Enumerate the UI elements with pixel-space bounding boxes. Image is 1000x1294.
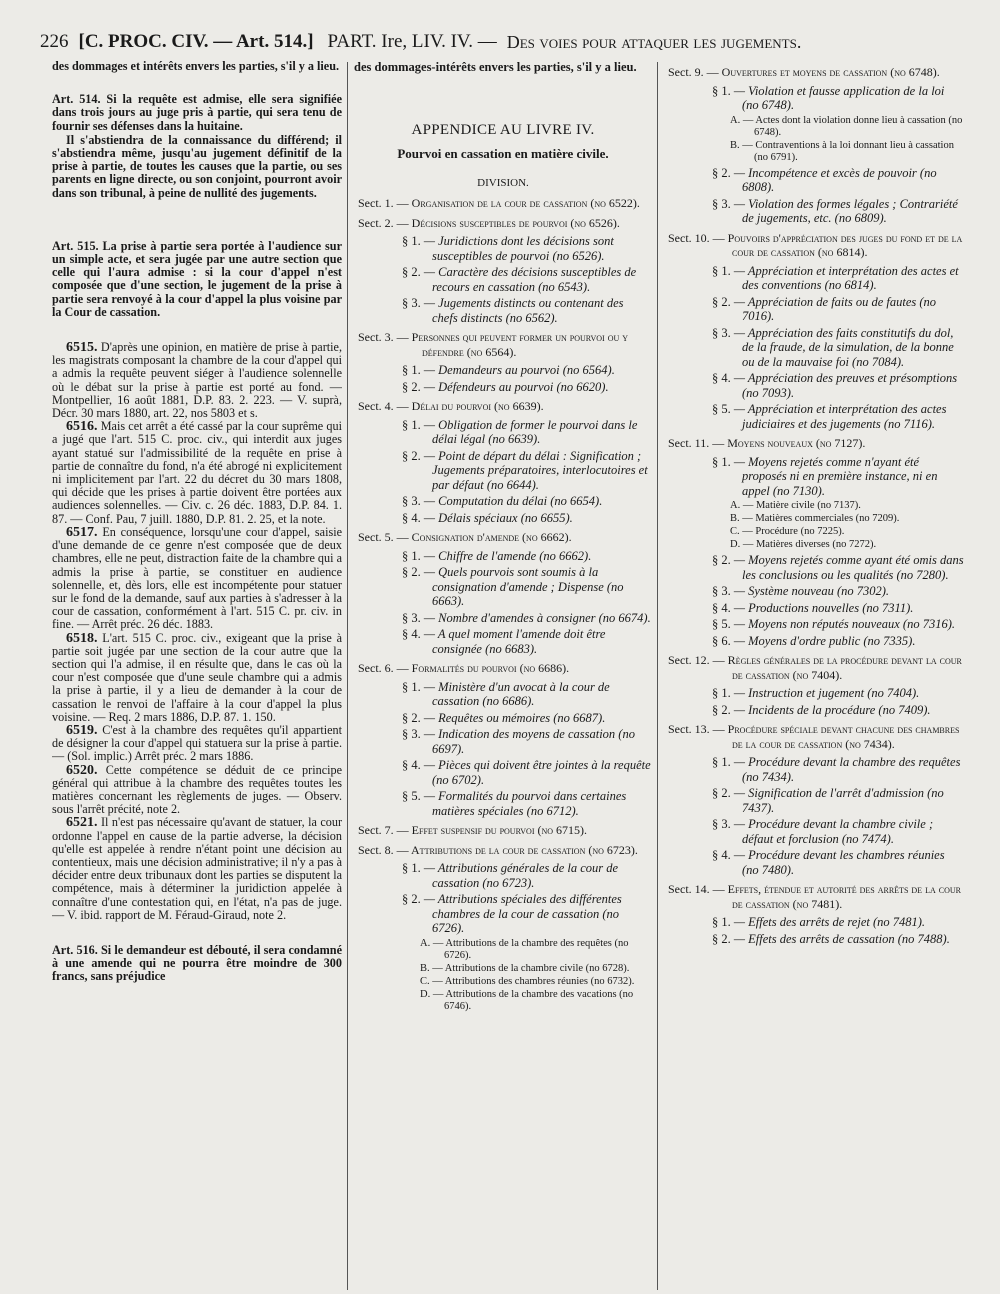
section-heading	[354, 823, 652, 838]
note-paragraph	[52, 420, 342, 526]
paragraph-entry	[354, 418, 652, 447]
paragraph-entry	[354, 611, 652, 626]
paragraph-number: § 2.	[402, 379, 421, 394]
paragraph-entry	[354, 680, 652, 709]
paragraph-entry	[354, 758, 652, 787]
section-label: Sect. 5.	[358, 530, 394, 544]
section-heading	[354, 530, 652, 545]
note-text: En conséquence, lorsqu'une cour d'appel, saisie d'une demande de ce genre n'est composée que de deux chambres, elle ne peut, distraction faite de la chambre qui a admis la prise à partie, se constituer en audience solennelle, et, dès lors, elle est incompétente pour statuer sur le fond de la demande, sauf aux parties à s'adresser à la cour de cassation, conformément à l'art. 515 C. pr. civ. in fine. — Arrêt préc. 26 déc. 1883.	[52, 524, 342, 632]
paragraph-title: — Moyens d'ordre public (no 7335).	[733, 633, 916, 648]
section-title: — Procédure spéciale devant chacune des chambres de la cour de cassation (no 7434).	[712, 722, 960, 751]
paragraph-entry	[354, 449, 652, 493]
paragraph-number: § 5.	[712, 617, 731, 631]
paragraph-title: — Juridictions dont les décisions sont susceptibles de pourvoi (no 6526).	[423, 234, 614, 263]
note-paragraph	[52, 764, 342, 817]
paragraph-number: § 1.	[712, 83, 731, 98]
article-514-para2: Il s'abstiendra de la connaissance du différend; il s'abstiendra même, jusqu'au jugement définitif de la prise à partie, de toutes les causes que la partie, ou ses parents en ligne directe, ou son conjoint, pourront avoir dans son tribunal, à peine de nullité des jugements.	[52, 132, 342, 200]
paragraph-title: — Nombre d'amendes à consigner (no 6674).	[423, 610, 651, 625]
letter-title: — Procédure (no 7225).	[742, 526, 845, 537]
paragraph-title: — Computation du délai (no 6654).	[423, 494, 603, 508]
paragraph-number: § 3.	[402, 296, 421, 310]
paragraph-title: — Appréciation des preuves et présomptions (no 7093).	[733, 371, 958, 400]
paragraph-title: — Requêtes ou mémoires (no 6687).	[423, 710, 606, 725]
article-514: Art. 514. Si la requête est admise, elle sera signifiée dans trois jours au juge pris à partie, qui sera tenu de fournir ses défenses dans la huitaine.	[52, 92, 342, 133]
paragraph-title: — Procédure devant la chambre civile ; défaut et forclusion (no 7474).	[733, 817, 934, 846]
appendix-title: APPENDICE AU LIVRE IV.	[411, 121, 595, 138]
paragraph-title: — Système nouveau (no 7302).	[733, 584, 890, 598]
paragraph-number: § 4.	[402, 627, 421, 641]
paragraph-title: — Délais spéciaux (no 6655).	[423, 510, 573, 525]
paragraph-entry	[664, 817, 964, 846]
paragraph-number: § 2.	[712, 702, 731, 717]
letter-entry	[664, 539, 964, 551]
paragraph-entry	[664, 703, 964, 718]
letter-entry	[664, 513, 964, 525]
page-number: 226	[40, 31, 69, 52]
paragraph-title: — Caractère des décisions susceptibles de recours en cassation (no 6543).	[423, 265, 637, 294]
letter-title: — Matière civile (no 7137).	[742, 500, 861, 511]
paragraph-number: § 2.	[402, 448, 421, 463]
paragraph-entry	[664, 295, 964, 324]
paragraph-entry	[354, 861, 652, 890]
section-title: — Effet suspensif du pourvoi (no 6715).	[396, 823, 588, 837]
paragraph-number: § 1.	[402, 234, 421, 248]
section-heading	[354, 196, 652, 211]
section-label: Sect. 14.	[668, 882, 710, 896]
paragraph-entry	[664, 326, 964, 370]
paragraph-number: § 1.	[402, 417, 421, 432]
paragraph-title: — Ministère d'un avocat à la cour de cassation (no 6686).	[423, 679, 610, 708]
letter-title: — Attributions de la chambre civile (no 6728).	[432, 962, 630, 974]
paragraph-entry	[664, 371, 964, 400]
section-label: Sect. 4.	[358, 399, 394, 413]
section-heading	[354, 216, 652, 231]
paragraph-title: — Moyens rejetés comme n'ayant été proposés ni en première instance, ni en appel (no 7130).	[733, 454, 938, 498]
paragraph-title: — Incompétence et excès de pouvoir (no 6808).	[733, 165, 937, 194]
letter-label: C.	[730, 526, 740, 537]
letter-entry	[664, 526, 964, 538]
paragraph-title: — Pièces qui doivent être jointes à la requête (no 6702).	[423, 758, 651, 787]
header-title: Des voies pour attaquer les jugements.	[506, 31, 802, 52]
paragraph-title: — Effets des arrêts de rejet (no 7481).	[733, 915, 926, 929]
paragraph-number: § 6.	[712, 633, 731, 648]
left-column	[52, 60, 342, 992]
note-text: Mais cet arrêt a été cassé par la cour suprême qui a jugé que l'art. 515 C. proc. civ., qui interdit aux juges ayant statué sur l'admissibilité de la requête en prise à partie de connaître du fond, n'a été abrogé ni explicitement ni implicitement par l'art. 22 du décret du 30 mars 1808, qui décide que les prises à partie doivent être portées aux audiences solennelles. — Civ. c. 26 déc. 1883, D.P. 84. 1. 87. — Conf. Pau, 7 juill. 1880, D.P. 81. 2. 25, et la note.	[52, 419, 342, 526]
letter-label: A.	[420, 937, 431, 949]
paragraph-entry	[354, 265, 652, 294]
paragraph-title: — Attributions spéciales des différentes chambres de la cour de cassation (no 6726).	[423, 892, 622, 935]
note-text: L'art. 515 C. proc. civ., exigeant que la prise à partie soit jugée par une section de la cour autre que la section qui l'a admise, il en résulte que, dans le cas où la cour n'est composée que d'une seule chambre qui a admis la prise à partie, il y a lieu de demander à la cour de cassation le renvoi de l'affaire à la cour d'appel la plus voisine. — Req. 2 mars 1886, D.P. 87. 1. 150.	[52, 630, 342, 724]
letter-label: B.	[730, 513, 740, 524]
paragraph-title: — Point de départ du délai : Signification ; Jugements préparatoires, interlocutoires et par défaut (no 6644).	[423, 448, 648, 492]
paragraph-entry	[664, 166, 964, 195]
paragraph-title: — Appréciation de faits ou de fautes (no 7016).	[733, 294, 937, 323]
section-title: — Pouvoirs d'appréciation des juges du fond et de la cour de cassation (no 6814).	[712, 230, 963, 259]
paragraph-entry	[354, 627, 652, 656]
section-heading	[664, 65, 964, 80]
note-paragraph	[52, 632, 342, 724]
paragraph-title: — Moyens non réputés nouveaux (no 7316).	[733, 617, 956, 631]
paragraph-number: § 3.	[712, 584, 731, 598]
paragraph-number: § 3.	[402, 610, 421, 625]
paragraph-number: § 1.	[712, 686, 731, 700]
paragraph-entry	[664, 755, 964, 784]
note-number: 6521.	[66, 815, 98, 831]
paragraph-number: § 2.	[402, 265, 421, 279]
paragraph-entry	[664, 264, 964, 293]
right-column	[664, 60, 964, 948]
paragraph-title: — Appréciation des faits constitutifs du dol, de la fraude, de la simulation, de la bonne ou de la mauvaise foi (no 7084).	[733, 325, 954, 369]
section-title: — Personnes qui peuvent former un pourvoi ou y défendre (no 6564).	[396, 330, 629, 359]
section-label: Sect. 6.	[358, 661, 394, 675]
paragraph-entry	[354, 363, 652, 378]
section-list-right	[664, 65, 964, 946]
paragraph-number: § 1.	[712, 755, 731, 769]
section-heading	[354, 843, 652, 858]
paragraph-number: § 3.	[712, 325, 731, 340]
paragraph-title: — Indication des moyens de cassation (no 6697).	[423, 727, 635, 756]
paragraph-number: § 2.	[712, 786, 731, 800]
note-number: 6518.	[66, 630, 98, 646]
note-number: 6520.	[66, 762, 98, 778]
section-heading	[354, 330, 652, 359]
section-heading	[354, 661, 652, 676]
paragraph-entry	[664, 617, 964, 632]
letter-entry	[664, 500, 964, 512]
section-heading	[664, 882, 964, 911]
paragraph-number: § 1.	[712, 915, 731, 929]
column-rule-right	[657, 62, 658, 1290]
note-paragraph	[52, 724, 342, 764]
paragraph-title: — Chiffre de l'amende (no 6662).	[423, 548, 592, 563]
paragraph-title: — Signification de l'arrêt d'admission (no 7437).	[733, 786, 944, 815]
note-text: C'est à la chambre des requêtes qu'il appartient de désigner la cour d'appel qui statuera sur la prise à partie. — (Sol. implic.) Arrêt préc. 2 mars 1886.	[52, 722, 342, 764]
paragraph-number: § 2.	[712, 165, 731, 180]
section-label: Sect. 3.	[358, 330, 394, 344]
paragraph-title: — Demandeurs au pourvoi (no 6564).	[423, 363, 615, 377]
note-number: 6519.	[66, 722, 98, 738]
section-label: Sect. 7.	[358, 823, 394, 837]
paragraph-title: — Jugements distincts ou contenant des chefs distincts (no 6562).	[423, 296, 624, 325]
paragraph-entry	[354, 494, 652, 509]
section-title: — Attributions de la cour de cassation (no 6723).	[396, 842, 638, 857]
section-title: — Règles générales de la procédure devant la cour de cassation (no 7404).	[712, 653, 962, 682]
paragraph-entry	[354, 511, 652, 526]
letter-label: B.	[730, 139, 740, 151]
section-label: Sect. 2.	[358, 215, 394, 230]
letter-entry	[664, 140, 964, 164]
paragraph-entry	[664, 584, 964, 599]
paragraph-entry	[664, 932, 964, 947]
letter-title: — Attributions de la chambre des requêtes (no 6726).	[432, 937, 629, 961]
section-title: — Décisions susceptibles de pourvoi (no 6526).	[396, 215, 620, 230]
paragraph-title: — Violation des formes légales ; Contrariété de jugements, etc. (no 6809).	[733, 196, 958, 225]
note-text: Il n'est pas nécessaire qu'avant de statuer, la cour ordonne l'appel en cause de la partie adverse, la décision qu'elle est appelée à rendre n'étant point une décision au contentieux, mais une décision administrative; il n'y a pas à décider entre deux tribunaux dont les parties se disputent la compétence, mais à déterminer la juridiction appelée à connaître d'une contestation qui, en l'état, n'a pas de juge. — V. ibid. rapport de M. Féraud-Giraud, note 2.	[52, 815, 342, 922]
column-rule-left	[347, 62, 348, 1290]
paragraph-entry	[354, 727, 652, 756]
paragraph-number: § 1.	[402, 363, 421, 377]
paragraph-title: — Défendeurs au pourvoi (no 6620).	[423, 379, 609, 394]
paragraph-entry	[664, 915, 964, 930]
note-paragraph	[52, 816, 342, 922]
paragraph-entry	[354, 234, 652, 263]
letter-entry	[354, 976, 652, 988]
paragraph-title: — Instruction et jugement (no 7404).	[733, 686, 920, 700]
letter-label: A.	[730, 114, 741, 126]
note-number: 6517.	[66, 524, 98, 540]
letter-title: — Attributions de la chambre des vacations (no 6746).	[432, 988, 634, 1012]
paragraph-number: § 2.	[712, 553, 731, 567]
paragraph-number: § 4.	[402, 510, 421, 525]
section-label: Sect. 11.	[668, 436, 710, 450]
middle-column	[354, 60, 652, 1014]
paragraph-entry	[664, 402, 964, 431]
section-label: Sect. 1.	[358, 196, 394, 210]
paragraph-number: § 2.	[402, 710, 421, 725]
paragraph-number: § 3.	[402, 727, 421, 741]
note-paragraph	[52, 341, 342, 420]
paragraph-number: § 4.	[402, 758, 421, 772]
code-reference: [C. PROC. CIV. — Art. 514.]	[78, 31, 314, 52]
letter-entry	[354, 963, 652, 975]
appendix-subtitle: Pourvoi en cassation en matière civile.	[397, 146, 609, 161]
paragraph-number: § 1.	[712, 454, 731, 469]
paragraph-entry	[664, 848, 964, 877]
running-header	[40, 30, 980, 54]
letter-entry	[354, 989, 652, 1013]
paragraph-title: — Moyens rejetés comme ayant été omis dans les conclusions ou les qualités (no 7280).	[733, 553, 964, 582]
section-list-middle	[354, 196, 652, 1013]
letter-title: — Matières commerciales (no 7209).	[742, 513, 900, 524]
note-text: Cette compétence se déduit de ce principe général qui attribue à la chambre des requêtes toutes les matières concernant les règlements de juges. — Observ. sous l'arrêt précité, note 2.	[52, 762, 342, 817]
paragraph-entry	[664, 601, 964, 616]
paragraph-title: — Quels pourvois sont soumis à la consignation d'amende ; Dispense (no 6663).	[423, 565, 624, 608]
paragraph-number: § 2.	[402, 565, 421, 579]
paragraph-entry	[664, 84, 964, 113]
paragraph-number: § 1.	[402, 548, 421, 563]
paragraph-number: § 2.	[402, 892, 421, 906]
paragraph-title: — A quel moment l'amende doit être consignée (no 6683).	[423, 627, 606, 656]
part-label: PART. Ire, LIV. IV. —	[327, 31, 497, 52]
paragraph-number: § 4.	[712, 371, 731, 385]
paragraph-title: — Procédure devant les chambres réunies (no 7480).	[733, 848, 945, 877]
paragraph-number: § 5.	[712, 402, 731, 416]
paragraph-number: § 4.	[712, 848, 731, 862]
paragraph-title: — Incidents de la procédure (no 7409).	[733, 702, 931, 717]
section-label: Sect. 13.	[668, 722, 710, 736]
paragraph-entry	[664, 634, 964, 649]
paragraph-number: § 3.	[712, 817, 731, 831]
letter-title: — Contraventions à la loi donnant lieu à cassation (no 6791).	[742, 139, 954, 163]
section-title: — Effets, étendue et autorité des arrêts de la cour de cassation (no 7481).	[712, 882, 961, 911]
paragraph-title: — Attributions générales de la cour de cassation (no 6723).	[423, 861, 619, 890]
letter-title: — Actes dont la violation donne lieu à cassation (no 6748).	[742, 114, 963, 138]
paragraph-entry	[354, 892, 652, 936]
section-title: — Délai du pourvoi (no 6639).	[396, 399, 544, 413]
paragraph-number: § 5.	[402, 789, 421, 803]
paragraph-title: — Obligation de former le pourvoi dans le délai légal (no 6639).	[423, 417, 638, 446]
article-515: Art. 515. La prise à partie sera portée à l'audience sur un simple acte, et sera jugée par une autre section que celle qui l'aura admise : si la cour d'appel n'est composée que d'une section, le jugement de la prise à partie sera renvoyé à la cour d'appel la plus voisine par la Cour de cassation.	[52, 238, 342, 319]
letter-label: C.	[420, 975, 430, 987]
paragraph-title: — Appréciation et interprétation des actes judiciaires et des jugements (no 7116).	[733, 402, 947, 431]
paragraph-entry	[354, 296, 652, 325]
carry-text: des dommages et intérêts envers les parties, s'il y a lieu.	[52, 60, 340, 73]
paragraph-title: — Violation et fausse application de la loi (no 6748).	[733, 83, 945, 112]
paragraph-title: — Effets des arrêts de cassation (no 7488).	[733, 931, 950, 946]
letter-entry	[354, 938, 652, 962]
paragraph-number: § 3.	[402, 494, 421, 508]
note-text: D'après une opinion, en matière de prise à partie, les magistrats composant la chambre de la cour d'appel qui a admis la requête peuvent siéger à l'audience solennelle où le débat sur la prise à partie est porté au fond. — Montpellier, 16 août 1881, D.P. 83. 2. 223. — V. suprà, Décr. 30 mars 1880, art. 22, nos 5803 et s.	[52, 340, 342, 421]
section-heading	[664, 722, 964, 751]
letter-label: D.	[730, 539, 741, 550]
section-heading	[664, 231, 964, 260]
annotation-notes	[52, 341, 342, 922]
section-label: Sect. 9.	[668, 65, 704, 79]
section-title: — Consignation d'amende (no 6662).	[396, 530, 572, 544]
carry-text-middle: des dommages-intérêts envers les parties, s'il y a lieu.	[354, 60, 637, 74]
section-title: — Organisation de la cour de cassation (no 6522).	[396, 196, 640, 210]
section-label: Sect. 8.	[358, 842, 394, 857]
note-number: 6515.	[66, 340, 98, 356]
note-number: 6516.	[66, 419, 98, 435]
paragraph-title: — Productions nouvelles (no 7311).	[733, 600, 914, 615]
letter-entry	[664, 115, 964, 139]
paragraph-title: — Procédure devant la chambre des requêtes (no 7434).	[733, 755, 961, 784]
section-heading	[664, 653, 964, 682]
paragraph-entry	[664, 455, 964, 499]
section-label: Sect. 12.	[668, 653, 710, 667]
note-paragraph	[52, 526, 342, 632]
section-heading	[664, 436, 964, 451]
paragraph-entry	[354, 565, 652, 609]
paragraph-entry	[354, 549, 652, 564]
section-title: — Moyens nouveaux (no 7127).	[712, 436, 866, 450]
division-label: DIVISION.	[477, 176, 529, 189]
paragraph-number: § 3.	[712, 196, 731, 211]
letter-label: B.	[420, 962, 430, 974]
section-title: — Formalités du pourvoi (no 6686).	[396, 661, 570, 675]
section-label: Sect. 10.	[668, 230, 710, 245]
paragraph-title: — Formalités du pourvoi dans certaines matières spéciales (no 6712).	[423, 789, 627, 818]
letter-title: — Matières diverses (no 7272).	[742, 539, 877, 550]
paragraph-number: § 4.	[712, 600, 731, 615]
section-heading	[354, 399, 652, 414]
paragraph-number: § 1.	[402, 679, 421, 694]
section-title: — Ouvertures et moyens de cassation (no 6748).	[706, 65, 940, 79]
paragraph-number: § 1.	[402, 861, 421, 875]
paragraph-entry	[664, 553, 964, 582]
paragraph-entry	[664, 197, 964, 226]
article-516: Art. 516. Si le demandeur est débouté, il sera condamné à une amende qui ne pourra être moindre de 300 francs, sans préjudice	[52, 942, 342, 984]
paragraph-entry	[354, 711, 652, 726]
paragraph-number: § 2.	[712, 294, 731, 309]
paragraph-number: § 2.	[712, 931, 731, 946]
letter-label: D.	[420, 988, 431, 1000]
paragraph-number: § 1.	[712, 263, 731, 278]
paragraph-entry	[354, 789, 652, 818]
letter-title: — Attributions des chambres réunies (no 6732).	[432, 975, 635, 987]
paragraph-entry	[664, 686, 964, 701]
paragraph-title: — Appréciation et interprétation des actes et des conventions (no 6814).	[733, 263, 959, 292]
letter-label: A.	[730, 500, 741, 511]
paragraph-entry	[354, 380, 652, 395]
paragraph-entry	[664, 786, 964, 815]
